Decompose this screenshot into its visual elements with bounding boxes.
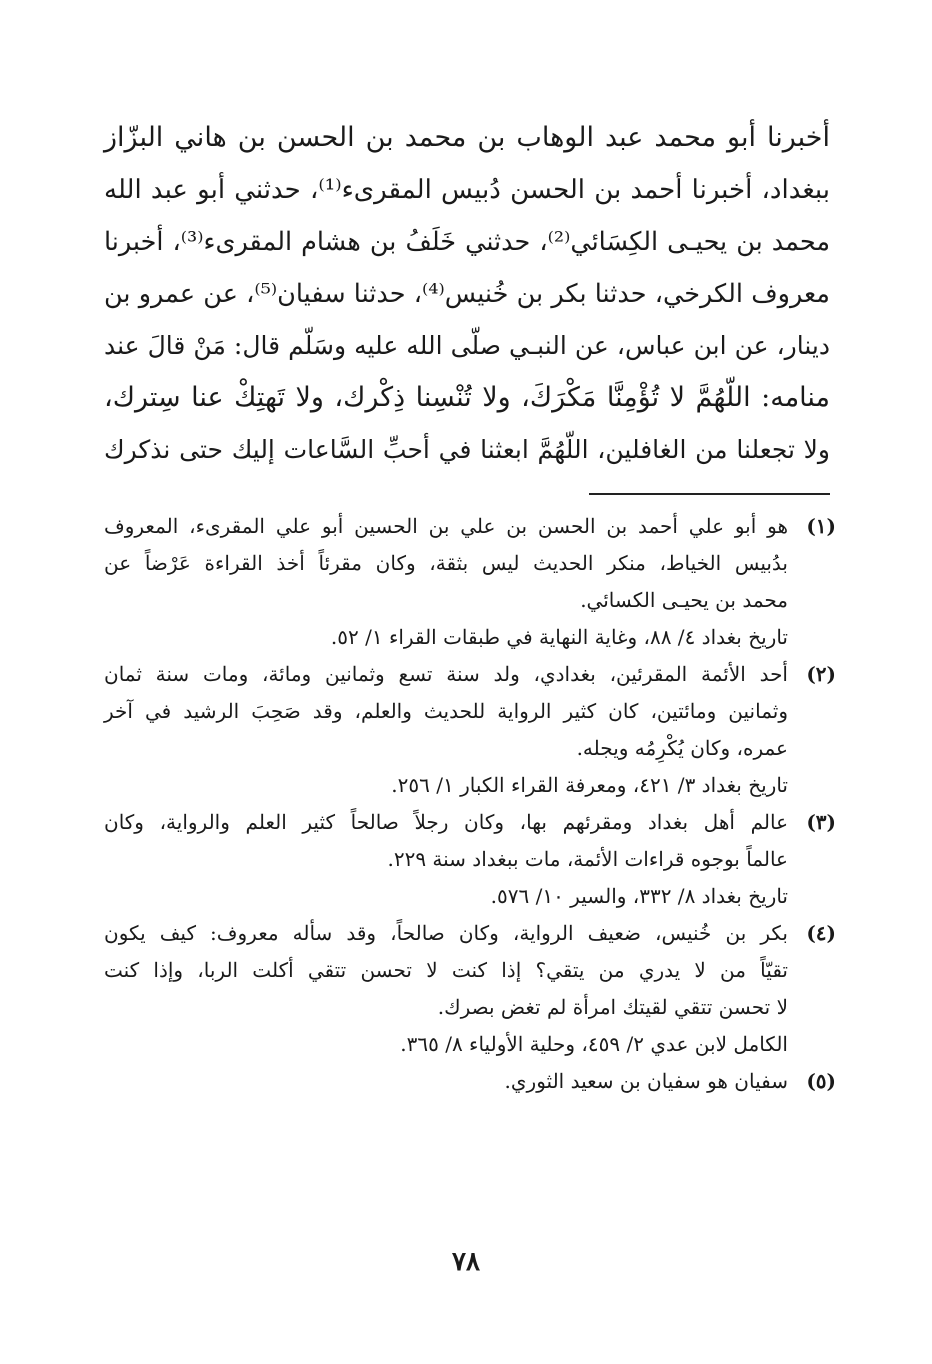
footnote-line: سفيان هو سفيان بن سعيد الثوري. (504, 1069, 788, 1093)
footnote-number: (٤) (806, 921, 836, 945)
main-text-line: ببغداد، أخبرنا أحمد بن الحسن دُبيس المقرىء⁽¹⁾، حدثني أبو عبد الله (104, 175, 831, 205)
footnote-line: تقيّاً من لا يدري من يتقي؟ إذا كنت لا تحسن تتقي أكلت الربا، وإذا كنت (104, 958, 788, 982)
footnote-source: تاريخ بغداد ٣/ ٤٢١، ومعرفة القراء الكبار ١/ ٢٥٦. (391, 773, 788, 797)
footnote-source: تاريخ بغداد ٨/ ٣٣٢، والسير ١٠/ ٥٧٦. (490, 884, 788, 908)
footnote-line: وثمانين ومائتين، كان كثير الرواية للحديث والعلم، وقد صَحِبَ الرشيد في آخر (104, 699, 788, 723)
footnote-number: (٣) (806, 810, 836, 834)
footnote-source: تاريخ بغداد ٤/ ٨٨، وغاية النهاية في طبقات القراء ١/ ٥٢. (330, 625, 788, 649)
footnote-1 (104, 508, 836, 656)
footnotes (104, 508, 836, 1100)
footnote-line: محمد بن يحيـى الكسائي. (580, 588, 788, 612)
page-number: ٧٨ (452, 1247, 480, 1277)
main-text-line: ولا تجعلنا من الغافلين، اللّهُمَّ ابعثنا في أحبِّ السَّاعات إليك حتى نذكرك (104, 435, 830, 464)
footnote-line: أحد الأئمة المقرئين، بغدادي، ولد سنة تسع وثمانين ومائة، ومات سنة ثمان (104, 662, 788, 686)
footnote-2 (104, 656, 836, 804)
footnote-number: (٢) (806, 662, 836, 686)
main-text-line: منامه: اللّهُمَّ لا تُؤْمِنَّا مَكْرَكَ، ولا تُنْسِنا ذِكْرك، ولا تَهتِكْ عنا سِترك، (104, 382, 830, 413)
footnote-divider (589, 493, 830, 495)
footnote-line: هو أبو علي أحمد بن الحسن بن علي بن الحسين أبو علي المقرىء، المعروف (104, 514, 788, 538)
main-text-line: محمد بن يحيـى الكِسَائي⁽²⁾، حدثني خَلَفُ بن هشام المقرىء⁽³⁾، أخبرنا (104, 227, 831, 257)
footnote-line: لا تحسن تتقي لقيتك امرأة لم تغض بصرك. (437, 995, 788, 1019)
main-text-line: أخبرنا أبو محمد عبد الوهاب بن محمد بن الحسن بن هاني البزّاز (104, 122, 830, 153)
footnote-5 (104, 1063, 836, 1100)
main-text (104, 112, 830, 476)
footnote-number: (١) (806, 514, 836, 538)
footnote-line: عالماً بوجوه قراءات الأئمة، مات ببغداد سنة ٢٢٩. (387, 847, 788, 871)
footnote-line: بدُبيس الخياط، منكر الحديث ليس بثقة، وكان مقرئاً أخذ القراءة عَرْضاً عن (104, 551, 788, 575)
footnote-number: (٥) (806, 1069, 836, 1093)
main-text-line: معروف الكرخي، حدثنا بكر بن خُنيس⁽⁴⁾، حدثنا سفيان⁽⁵⁾، عن عمرو بن (104, 279, 830, 309)
footnote-source: الكامل لابن عدي ٢/ ٤٥٩، وحلية الأولياء ٨/ ٣٦٥. (400, 1032, 788, 1056)
footnote-line: عالم أهل بغداد ومقرئهم بها، وكان رجلاً صالحاً كثير العلم والرواية، وكان (104, 810, 788, 834)
footnote-line: بكر بن خُنيس، ضعيف الرواية، وكان صالحاً، وقد سأله معروف: كيف يكون (104, 921, 788, 945)
main-text-line: دينار، عن ابن عباس، عن النبـي صلّى الله عليه وسَلّم قال: مَنْ قالَ عند (104, 331, 830, 360)
footnote-4 (104, 915, 836, 1063)
footnote-line: عمره، وكان يُكْرِمُه ويجله. (576, 736, 788, 760)
footnote-3 (104, 804, 836, 915)
